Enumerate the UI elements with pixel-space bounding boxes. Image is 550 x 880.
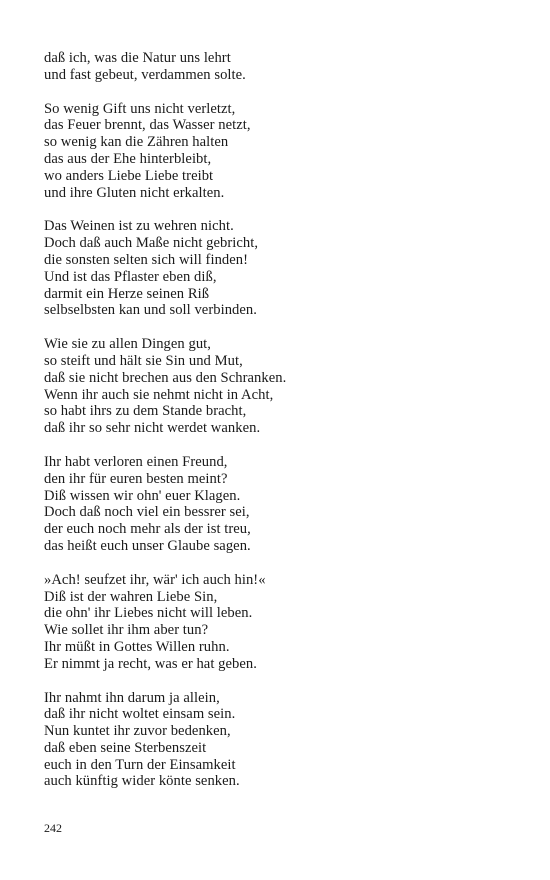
poem-line: und ihre Gluten nicht erkalten.	[44, 184, 225, 201]
poem-line: Doch daß auch Maße nicht gebricht,	[44, 235, 259, 252]
poem-line: darmit ein Herze seinen Riß	[44, 285, 210, 302]
poem-line: Wenn ihr auch sie nehmt nicht in Acht,	[44, 386, 274, 403]
poem-line: Wie sie zu allen Dingen gut,	[44, 336, 211, 353]
poem-line: das heißt euch unser Glaube sagen.	[44, 537, 251, 554]
poem-line: Wie sollet ihr ihm aber tun?	[44, 622, 209, 639]
poem-line: Er nimmt ja recht, was er hat geben.	[44, 655, 257, 672]
poem-line: den ihr für euren besten meint?	[44, 470, 228, 487]
poem-text	[44, 50, 524, 807]
poem-line: Ihr habt verloren einen Freund,	[44, 453, 228, 470]
poem-line: Ihr nahmt ihn darum ja allein,	[44, 689, 220, 706]
stanza	[44, 572, 524, 673]
poem-line: und fast gebeut, verdammen solte.	[44, 66, 246, 83]
stanza	[44, 101, 524, 202]
poem-line: daß ich, was die Natur uns lehrt	[44, 50, 231, 66]
poem-line: Ihr müßt in Gottes Willen ruhn.	[44, 638, 230, 655]
poem-line: Und ist das Pflaster eben diß,	[44, 268, 217, 285]
poem-line: wo anders Liebe Liebe treibt	[44, 167, 214, 184]
poem-line: die sonsten selten sich will finden!	[44, 251, 249, 268]
poem-line: Nun kuntet ihr zuvor bedenken,	[44, 723, 231, 740]
poem-line: »Ach! seufzet ihr, wär' ich auch hin!«	[44, 571, 266, 588]
poem-line: der euch noch mehr als der ist treu,	[44, 521, 251, 538]
poem-line: Das Weinen ist zu wehren nicht.	[44, 218, 234, 235]
poem-line: auch künftig wider könte senken.	[44, 773, 240, 790]
poem-line: daß eben seine Sterbenszeit	[44, 739, 207, 756]
poem-line: Diß wissen wir ohn' euer Klagen.	[44, 487, 241, 504]
stanza	[44, 336, 524, 437]
poem-line: selbselbsten kan und soll verbinden.	[44, 302, 257, 319]
stanza	[44, 50, 524, 84]
poem-line: So wenig Gift uns nicht verletzt,	[44, 100, 236, 117]
poem-line: daß sie nicht brechen aus den Schranken.	[44, 369, 287, 386]
poem-line: so wenig kan die Zähren halten	[44, 134, 229, 151]
poem-line: so steift und hält sie Sin und Mut,	[44, 352, 243, 369]
stanza	[44, 218, 524, 319]
poem-line: so habt ihrs zu dem Stande bracht,	[44, 403, 247, 420]
poem-line: das aus der Ehe hinterbleibt,	[44, 150, 212, 167]
poem-line: die ohn' ihr Liebes nicht will leben.	[44, 605, 253, 622]
poem-line: daß ihr so sehr nicht werdet wanken.	[44, 420, 261, 437]
poem-line: das Feuer brennt, das Wasser netzt,	[44, 117, 251, 134]
poem-line: euch in den Turn der Einsamkeit	[44, 756, 236, 773]
poem-line: Diß ist der wahren Liebe Sin,	[44, 588, 218, 605]
stanza	[44, 690, 524, 791]
poem-line: daß ihr nicht woltet einsam sein.	[44, 706, 236, 723]
page-number: 242	[44, 821, 62, 835]
poem-line: Doch daß noch viel ein bessrer sei,	[44, 504, 250, 521]
stanza	[44, 454, 524, 555]
